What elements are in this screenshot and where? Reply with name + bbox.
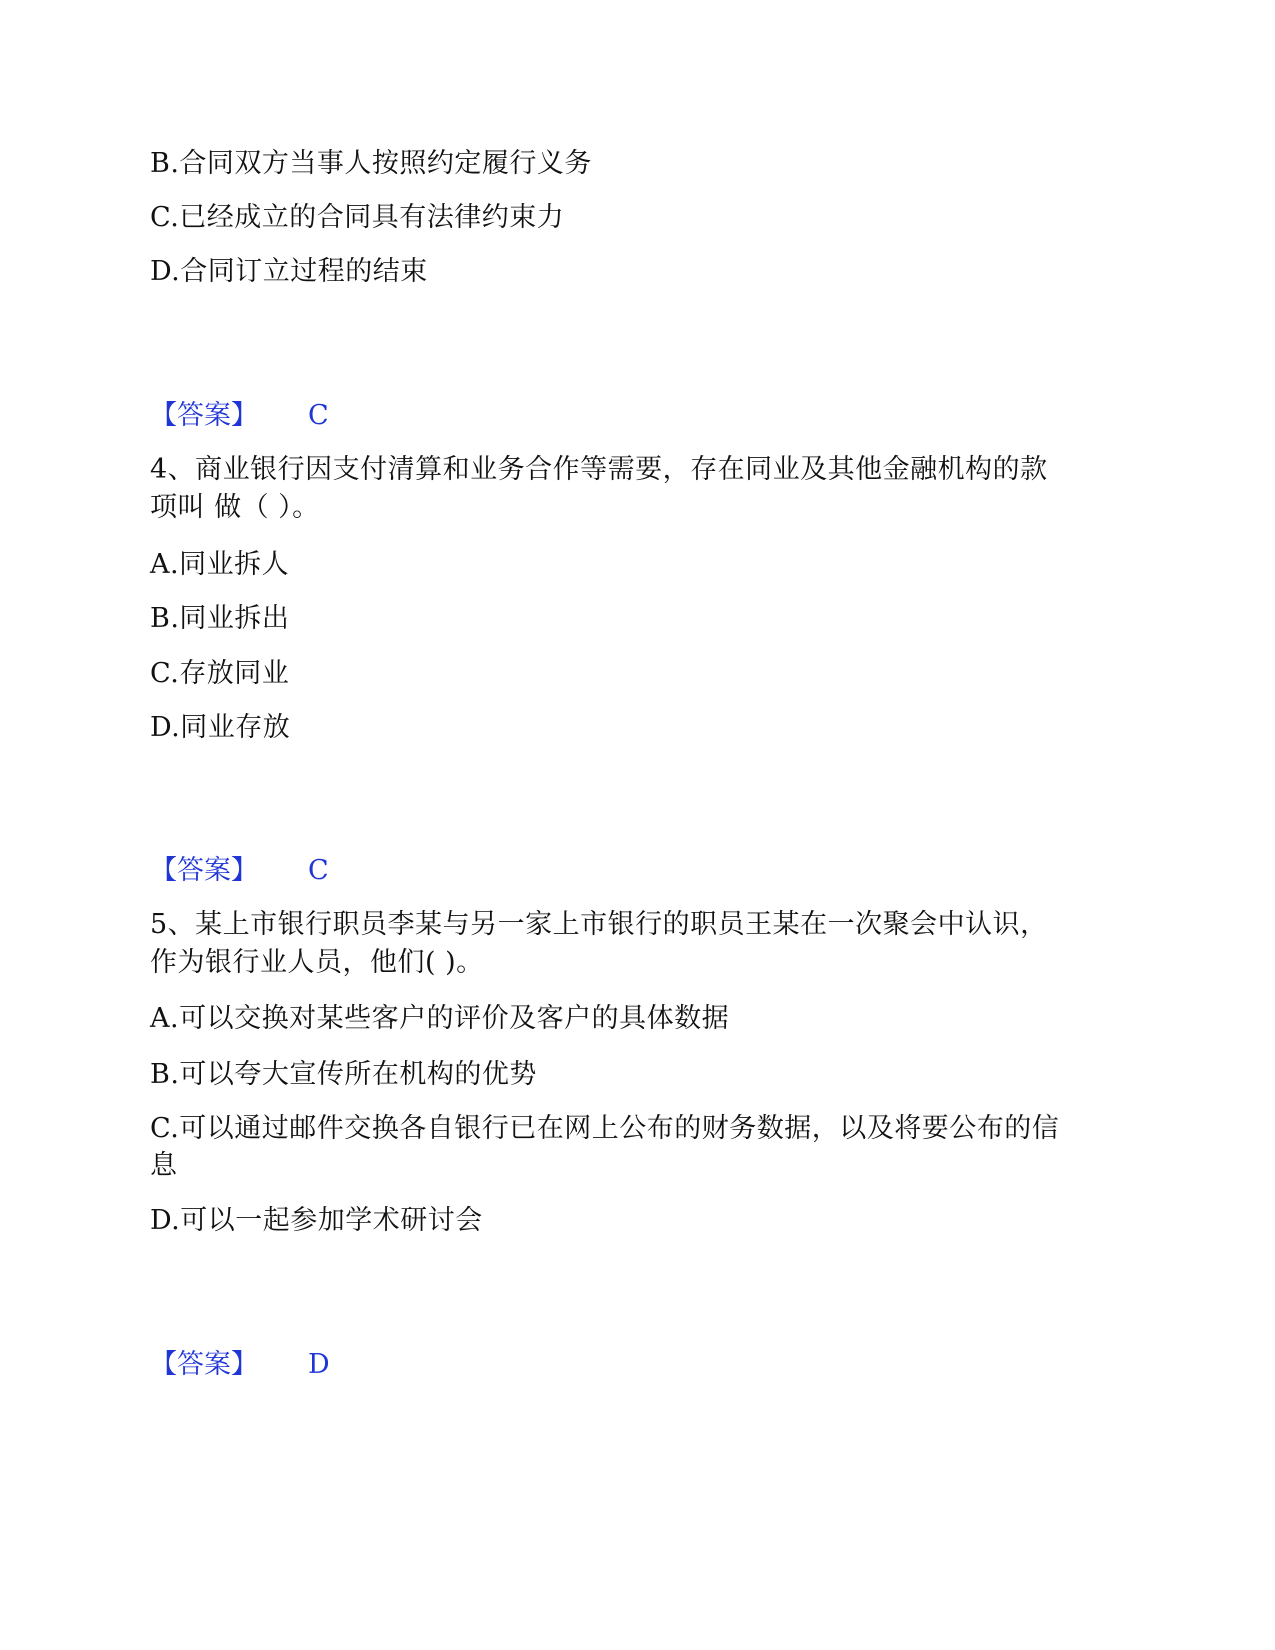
q4-stem-line1: 4、商业银行因支付清算和业务合作等需要，存在同业及其他金融机构的款 bbox=[150, 454, 1048, 485]
q5-answer-label: 【答案】 bbox=[150, 1349, 258, 1380]
q5-answer-value: D bbox=[308, 1349, 330, 1380]
q5-option-a: A.可以交换对某些客户的评价及客户的具体数据 bbox=[150, 1003, 730, 1034]
q4-answer bbox=[150, 853, 329, 889]
q4-option-c: C.存放同业 bbox=[150, 658, 290, 689]
q4-answer-label: 【答案】 bbox=[150, 855, 258, 886]
q5-answer bbox=[150, 1347, 330, 1383]
q3-option-d: D.合同订立过程的结束 bbox=[150, 256, 428, 287]
q3-option-b: B.合同双方当事人按照约定履行义务 bbox=[150, 148, 592, 179]
q5-option-d: D.可以一起参加学术研讨会 bbox=[150, 1205, 483, 1236]
q3-option-c: C.已经成立的合同具有法律约束力 bbox=[150, 202, 565, 233]
q5-option-c: C.可以通过邮件交换各自银行已在网上公布的财务数据，以及将要公布的信 bbox=[150, 1113, 1060, 1144]
q5-stem-line1: 5、某上市银行职员李某与另一家上市银行的职员王某在一次聚会中认识， bbox=[150, 909, 1048, 940]
q4-stem-line2: 项叫 做（ ）。 bbox=[150, 492, 320, 523]
q3-answer-label: 【答案】 bbox=[150, 400, 258, 431]
q5-stem-line2: 作为银行业人员，他们( )。 bbox=[150, 947, 484, 978]
q4-option-b: B.同业拆出 bbox=[150, 603, 290, 634]
q3-answer bbox=[150, 398, 329, 434]
q4-answer-value: C bbox=[308, 855, 329, 886]
q5-option-c-cont: 息 bbox=[150, 1150, 178, 1181]
q3-answer-value: C bbox=[308, 400, 329, 431]
q4-option-d: D.同业存放 bbox=[150, 712, 291, 743]
q4-option-a: A.同业拆人 bbox=[150, 549, 290, 580]
q5-option-b: B.可以夸大宣传所在机构的优势 bbox=[150, 1059, 537, 1090]
